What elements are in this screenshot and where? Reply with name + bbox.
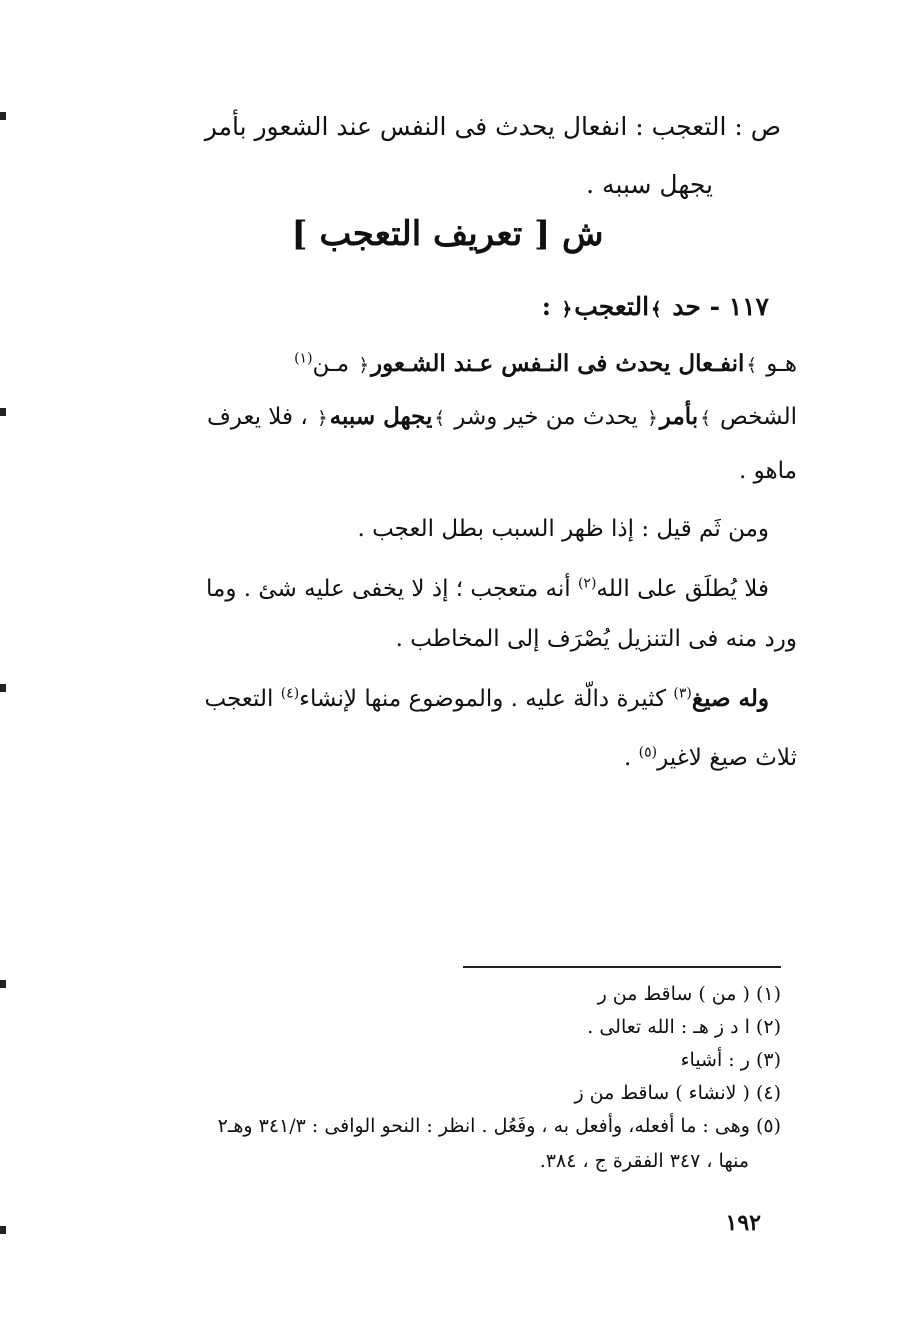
p3-start: فلا يُطلَق على الله	[596, 576, 769, 602]
footnote-3: (٣) ر : أشياء	[680, 1049, 781, 1071]
p1-bold-definition: انفـعال يحدث فى النـفس عـند الشـعور	[370, 350, 745, 377]
section-heading	[542, 292, 769, 321]
p1-l2-mid: يحدث من خير وشر	[454, 404, 638, 430]
footnote-2: (٢) ا د ز هـ : الله تعالى .	[587, 1016, 781, 1038]
heading-number: ١١٧ -	[709, 292, 769, 321]
paragraph-1-line-3: ماهو .	[739, 458, 797, 484]
heading-term: التعجب	[574, 292, 650, 321]
ornament-close: ﴿	[358, 355, 369, 376]
p1-l2-start: الشخص	[720, 404, 797, 430]
heading-colon: :	[541, 292, 551, 321]
ornament-open: ﴾	[746, 355, 757, 376]
p4-bold: وله صيغ	[691, 685, 769, 712]
heading-text: حد	[672, 292, 701, 321]
p4-l2-start: ثلاث صيغ لاغير	[657, 745, 797, 771]
paragraph-3-line-2: ورد منه فى التنزيل يُصْرَف إلى المخاطب .	[395, 626, 797, 652]
p4-l2-end: .	[624, 745, 632, 771]
scan-mark	[0, 112, 6, 120]
ornament-open: ﴾	[651, 299, 662, 320]
footnote-5: (٥) وهى : ما أفعله، وأفعل به ، وفَعُل . انظر : النحو الوافى : ٣٤١/٣ وهـ٢	[217, 1115, 781, 1137]
footnote-4: (٤) ( لانشاء ) ساقط من ز	[574, 1082, 781, 1104]
ornament-close: ﴿	[647, 408, 658, 429]
footnote-5-continued: منها ، ٣٤٧ الفقرة ج ، ٣٨٤.	[539, 1150, 749, 1172]
scan-mark	[0, 980, 6, 988]
footnote-ref-3[interactable]: (٣)	[673, 685, 692, 702]
footnote-1: (١) ( من ) ساقط من ر	[597, 983, 781, 1005]
section-title-text: ش [ تعريف التعجب ]	[291, 214, 604, 254]
paragraph-1-line-2	[207, 403, 797, 430]
page-number: ١٩٢	[725, 1210, 761, 1236]
p1-end: مـن	[312, 351, 350, 377]
matn-line-1: ص : التعجب : انفعال يحدث فى النفس عند الشعور بأمر	[204, 112, 781, 141]
p1-l2-end: ، فلا يعرف	[206, 404, 308, 430]
footnote-ref-2[interactable]: (٢)	[577, 575, 597, 592]
section-title	[0, 214, 909, 254]
p1-start: هـو	[766, 351, 797, 377]
footnote-divider	[463, 966, 781, 968]
p4-end: التعجب	[204, 686, 274, 712]
footnote-ref-4[interactable]: (٤)	[280, 685, 300, 702]
ornament-close: ﴿	[317, 408, 328, 429]
paragraph-4-line-2	[624, 745, 797, 771]
footnote-ref-1[interactable]: (١)	[294, 350, 313, 367]
paragraph-4-line-1	[205, 685, 770, 712]
ornament-open: ﴾	[434, 408, 445, 429]
ornament-close: ﴿	[561, 299, 573, 320]
matn-line-2: يجهل سببه .	[586, 170, 713, 199]
paragraph-1-line-1	[294, 350, 797, 377]
scan-mark	[0, 408, 6, 416]
ornament-open: ﴾	[700, 408, 711, 429]
p4-mid: كثيرة دالّة عليه . والموضوع منها لإنشاء	[299, 686, 667, 712]
p1-bold-amr: بأمر	[659, 403, 699, 430]
paragraph-2: ومن ثَم قيل : إذا ظهر السبب بطل العجب .	[357, 516, 769, 542]
p1-bold-sabab: يجهل سببه	[329, 403, 433, 430]
footnote-ref-5[interactable]: (٥)	[638, 744, 658, 761]
scan-mark	[0, 684, 6, 692]
paragraph-3-line-1	[206, 576, 769, 602]
scan-mark	[0, 1226, 6, 1234]
p3-end: أنه متعجب ؛ إذ لا يخفى عليه شئ . وما	[206, 576, 571, 602]
